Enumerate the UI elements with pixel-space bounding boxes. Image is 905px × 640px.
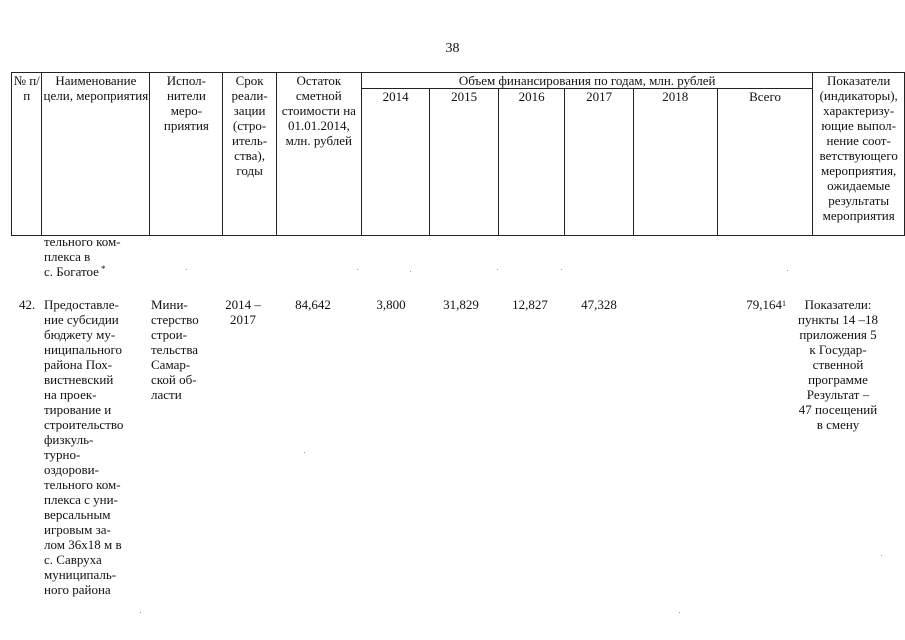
- row-indicators: [792, 297, 884, 432]
- header-table: [11, 72, 905, 236]
- scan-speck: [787, 270, 788, 271]
- executor-line: стерство: [151, 312, 199, 327]
- name-line: ного района: [44, 582, 111, 597]
- scan-speck: [881, 555, 882, 556]
- name-line: бюджету му-: [44, 327, 116, 342]
- row-number: 42.: [19, 297, 36, 312]
- scan-speck: [140, 612, 141, 613]
- row-name: [44, 297, 148, 597]
- indicator-line: приложения 5: [799, 327, 877, 342]
- executor-line: Самар-: [151, 357, 191, 372]
- name-line: тельного ком-: [44, 477, 121, 492]
- name-line: лом 36х18 м в: [44, 537, 122, 552]
- page-number: 38: [445, 41, 460, 56]
- col-header-year-2014: 2014: [361, 89, 429, 236]
- indicator-line: к Государ-: [809, 342, 867, 357]
- name-line: плекса с уни-: [44, 492, 118, 507]
- scan-speck: [186, 269, 187, 270]
- term-line: 2014 –: [225, 297, 261, 312]
- row-value-2015: 31,829: [443, 297, 479, 312]
- row-value-2017: 47,328: [581, 297, 617, 312]
- indicator-line: 47 посещений: [798, 402, 878, 417]
- indicator-line: программе: [808, 372, 868, 387]
- name-line: физкуль-: [44, 432, 94, 447]
- executor-line: тельства: [151, 342, 199, 357]
- col-header-term: Срок реализации (строительства), годы: [223, 73, 276, 236]
- col-header-indicators: Показатели (индикаторы), характеризующие выполнение соответствующего мероприятия, ожидаемые результаты мероприятия: [813, 73, 905, 236]
- name-line: оздорови-: [44, 462, 99, 477]
- name-line: игровым за-: [44, 522, 111, 537]
- col-header-remainder: Остаток сметной стоимости на 01.01.2014, млн. рублей: [276, 73, 361, 236]
- row-remainder: 84,642: [295, 297, 331, 312]
- prev-row-name: [44, 234, 121, 281]
- scan-speck: [304, 452, 305, 453]
- row-executor: [151, 297, 199, 402]
- name-line: Предоставле-: [44, 297, 119, 312]
- name-line: ниципального: [44, 342, 123, 357]
- indicator-line: в смену: [816, 417, 860, 432]
- indicator-line: пункты 14 –18: [798, 312, 878, 327]
- executor-line: Мини-: [151, 297, 188, 312]
- footnote-mark: *: [100, 264, 106, 274]
- indicator-line: ственной: [812, 357, 864, 372]
- col-header-number: № п/п: [12, 73, 42, 236]
- col-header-name: Наименование цели, мероприятия: [42, 73, 150, 236]
- col-header-volume: Объем финансирования по годам, млн. рублей: [361, 73, 812, 89]
- name-line: тирование и: [44, 402, 112, 417]
- scan-speck: [410, 271, 411, 272]
- name-line: на проек-: [44, 387, 97, 402]
- executor-line: ласти: [151, 387, 182, 402]
- col-header-executors: Исполнители мероприятия: [150, 73, 223, 236]
- row-value-2014: 3,800: [376, 297, 406, 312]
- row-term: [216, 297, 270, 327]
- name-line: ние субсидии: [44, 312, 119, 327]
- col-header-year-2016: 2016: [498, 89, 565, 236]
- row-value-total: 79,164$^1$: [746, 297, 786, 312]
- col-header-year-2018: 2018: [633, 89, 717, 236]
- col-header-year-total: Всего: [717, 89, 813, 236]
- term-line: 2017: [230, 312, 256, 327]
- col-header-year-2015: 2015: [430, 89, 498, 236]
- footnote-mark: 1: [782, 299, 786, 308]
- name-line: версальным: [44, 507, 111, 522]
- col-header-year-2017: 2017: [565, 89, 633, 236]
- indicator-line: Результат –: [806, 387, 870, 402]
- row-value-2016: 12,827: [512, 297, 548, 312]
- name-line: строительство: [44, 417, 124, 432]
- scan-speck: [357, 269, 358, 270]
- prev-row-line: плекса в: [44, 249, 91, 264]
- scan-speck: [561, 269, 562, 270]
- executor-line: строи-: [151, 327, 187, 342]
- scan-speck: [497, 269, 498, 270]
- indicator-line: Показатели:: [804, 297, 872, 312]
- name-line: муниципаль-: [44, 567, 117, 582]
- prev-row-line: с. Богатое *: [44, 264, 106, 279]
- name-line: вистневский: [44, 372, 114, 387]
- name-line: с. Савруха: [44, 552, 102, 567]
- prev-row-line: тельного ком-: [44, 234, 121, 249]
- executor-line: ской об-: [151, 372, 197, 387]
- name-line: района Пох-: [44, 357, 113, 372]
- scan-speck: [679, 612, 680, 613]
- name-line: турно-: [44, 447, 81, 462]
